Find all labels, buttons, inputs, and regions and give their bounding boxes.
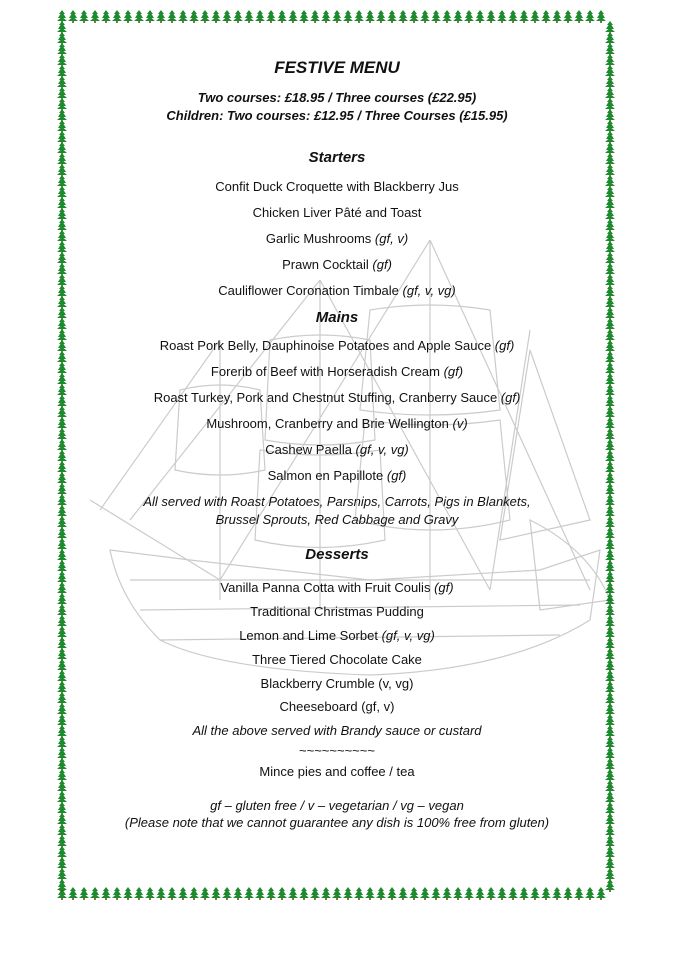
dessert-item: Vanilla Panna Cotta with Fruit Coulis (gf): [220, 580, 454, 595]
dietary-key: gf – gluten free / v – vegetarian / vg – vegan: [210, 798, 464, 813]
tree-icon: [134, 10, 144, 23]
tree-icon: [387, 10, 397, 23]
tree-icon: [189, 887, 199, 900]
tree-icon: [365, 10, 375, 23]
tree-icon: [112, 887, 122, 900]
tree-icon: [574, 887, 584, 900]
mains-served-with: All served with Roast Potatoes, Parsnips, Carrots, Pigs in Blankets,: [143, 494, 531, 509]
tree-icon: [123, 10, 133, 23]
tree-icon: [211, 887, 221, 900]
tree-icon: [508, 10, 518, 23]
tree-icon: [552, 887, 562, 900]
main-item: Cashew Paella (gf, v, vg): [265, 442, 409, 457]
starter-item: Cauliflower Coronation Timbale (gf, v, vg): [218, 283, 456, 298]
tree-icon: [222, 10, 232, 23]
tree-icon: [200, 887, 210, 900]
tree-icon: [288, 887, 298, 900]
tree-icon: [574, 10, 584, 23]
tree-icon: [57, 879, 67, 892]
tree-icon: [167, 10, 177, 23]
tree-icon: [475, 10, 485, 23]
tree-icon: [101, 887, 111, 900]
tree-icon: [398, 10, 408, 23]
tree-icon: [409, 887, 419, 900]
dessert-item: Three Tiered Chocolate Cake: [252, 652, 422, 667]
tree-icon: [277, 887, 287, 900]
tree-icon: [442, 10, 452, 23]
tree-icon: [343, 10, 353, 23]
tree-icon: [255, 887, 265, 900]
tree-icon: [376, 887, 386, 900]
tree-icon: [321, 887, 331, 900]
tree-icon: [68, 887, 78, 900]
tree-icon: [398, 887, 408, 900]
tree-icon: [277, 10, 287, 23]
tree-icon: [585, 10, 595, 23]
tree-icon: [178, 887, 188, 900]
tree-icon: [222, 887, 232, 900]
tree-icon: [508, 887, 518, 900]
tree-icon: [475, 887, 485, 900]
tree-icon: [387, 887, 397, 900]
tree-icon: [343, 887, 353, 900]
starter-item: Prawn Cocktail (gf): [282, 257, 392, 272]
main-item: Salmon en Papillote (gf): [267, 468, 407, 483]
tree-icon: [486, 10, 496, 23]
tree-icon: [79, 10, 89, 23]
tree-icon: [420, 10, 430, 23]
tree-icon: [431, 10, 441, 23]
tree-icon: [101, 10, 111, 23]
tree-icon: [68, 10, 78, 23]
tree-icon: [376, 10, 386, 23]
tree-icon: [244, 887, 254, 900]
tree-icon: [519, 887, 529, 900]
tree-icon: [563, 10, 573, 23]
tree-icon: [365, 887, 375, 900]
tree-icon: [200, 10, 210, 23]
dessert-item: Cheeseboard (gf, v): [279, 699, 395, 714]
tree-icon: [145, 887, 155, 900]
tree-icon: [167, 887, 177, 900]
tree-icon: [288, 10, 298, 23]
tree-icon: [596, 10, 606, 23]
tree-icon: [134, 887, 144, 900]
tree-icon: [112, 10, 122, 23]
tree-icon: [156, 10, 166, 23]
dessert-item: Lemon and Lime Sorbet (gf, v, vg): [239, 628, 435, 643]
tree-icon: [453, 887, 463, 900]
tree-icon: [90, 10, 100, 23]
main-item: Roast Pork Belly, Dauphinoise Potatoes and Apple Sauce (gf): [159, 338, 515, 353]
tree-icon: [156, 887, 166, 900]
tree-icon: [310, 887, 320, 900]
tree-icon: [189, 10, 199, 23]
starter-item: Confit Duck Croquette with Blackberry Jus: [215, 179, 459, 194]
tree-icon: [563, 887, 573, 900]
tree-icon: [420, 887, 430, 900]
tree-icon: [266, 10, 276, 23]
children-prices: Children: Two courses: £12.95 / Three Courses (£15.95): [166, 108, 508, 123]
tree-icon: [552, 10, 562, 23]
tree-icon: [442, 887, 452, 900]
tree-icon: [332, 887, 342, 900]
tree-icon: [354, 10, 364, 23]
gluten-disclaimer: (Please note that we cannot guarantee any dish is 100% free from gluten): [124, 815, 550, 830]
main-item: Mushroom, Cranberry and Brie Wellington (v): [206, 416, 468, 431]
mains-heading: Mains: [315, 309, 359, 326]
desserts-served-with: All the above served with Brandy sauce or custard: [192, 723, 482, 738]
tree-icon: [464, 10, 474, 23]
separator: ~~~~~~~~~~: [299, 743, 375, 758]
tree-icon: [486, 887, 496, 900]
dessert-item: Traditional Christmas Pudding: [250, 604, 424, 619]
starter-item: Chicken Liver Pâté and Toast: [252, 205, 422, 220]
tree-icon: [233, 10, 243, 23]
tree-icon: [453, 10, 463, 23]
extras: Mince pies and coffee / tea: [259, 764, 415, 779]
tree-icon: [321, 10, 331, 23]
tree-icon: [519, 10, 529, 23]
tree-icon: [211, 10, 221, 23]
tree-icon: [178, 10, 188, 23]
main-item: Roast Turkey, Pork and Chestnut Stuffing, Cranberry Sauce (gf): [153, 390, 521, 405]
tree-icon: [464, 887, 474, 900]
tree-icon: [332, 10, 342, 23]
tree-icon: [409, 10, 419, 23]
tree-icon: [541, 10, 551, 23]
menu-title: FESTIVE MENU: [274, 58, 400, 77]
tree-icon: [497, 887, 507, 900]
tree-icon: [145, 10, 155, 23]
tree-icon: [299, 10, 309, 23]
starter-item: Garlic Mushrooms (gf, v): [265, 231, 409, 246]
tree-icon: [354, 887, 364, 900]
tree-icon: [497, 10, 507, 23]
starters-heading: Starters: [308, 149, 366, 166]
dessert-item: Blackberry Crumble (v, vg): [260, 676, 414, 691]
adult-prices: Two courses: £18.95 / Three courses (£22.95): [197, 90, 477, 105]
tree-icon: [79, 887, 89, 900]
tree-icon: [255, 10, 265, 23]
desserts-heading: Desserts: [305, 546, 369, 563]
tree-icon: [244, 10, 254, 23]
tree-icon: [605, 879, 615, 892]
tree-icon: [123, 887, 133, 900]
tree-icon: [90, 887, 100, 900]
mains-served-with: Brussel Sprouts, Red Cabbage and Gravy: [215, 512, 459, 527]
main-item: Forerib of Beef with Horseradish Cream (gf): [210, 364, 464, 379]
tree-icon: [233, 887, 243, 900]
tree-icon: [266, 887, 276, 900]
tree-icon: [541, 887, 551, 900]
tree-icon: [530, 887, 540, 900]
tree-icon: [530, 10, 540, 23]
tree-icon: [585, 887, 595, 900]
tree-icon: [299, 887, 309, 900]
tree-icon: [310, 10, 320, 23]
tree-icon: [431, 887, 441, 900]
tree-icon: [596, 887, 606, 900]
